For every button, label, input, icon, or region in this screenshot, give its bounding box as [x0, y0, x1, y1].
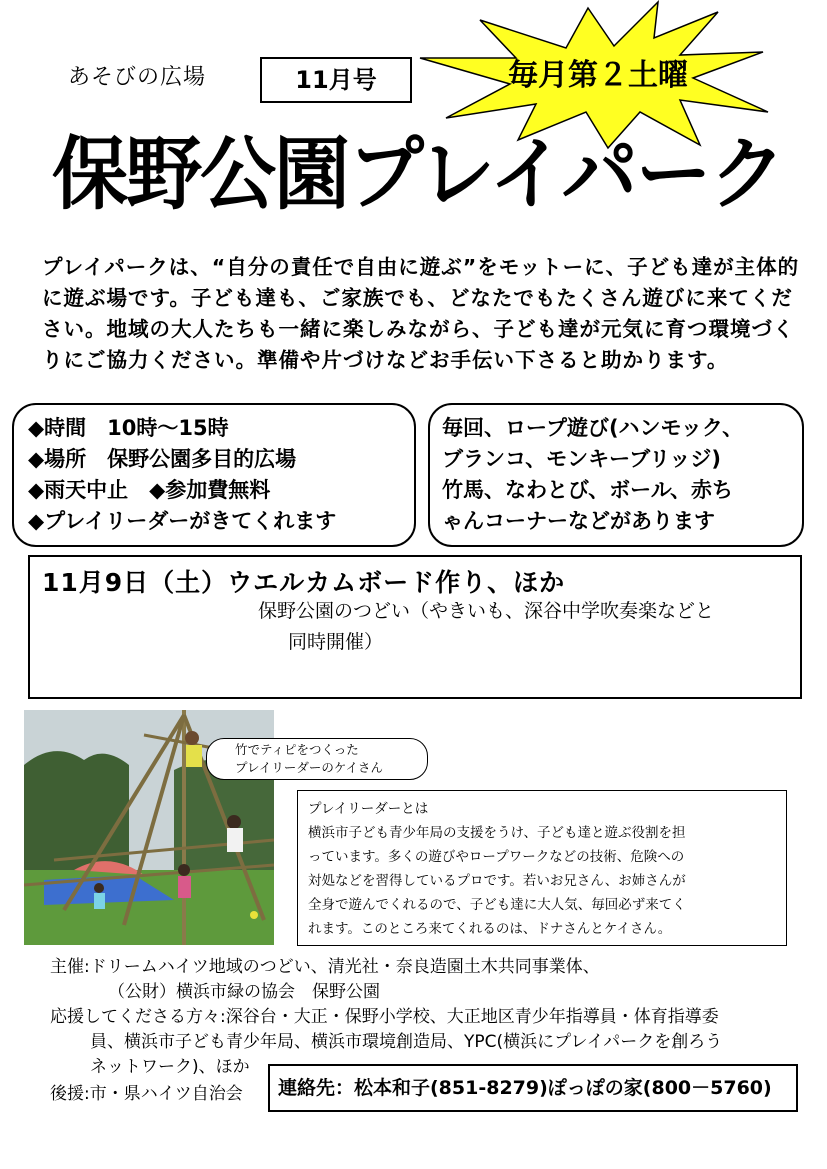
credits-host: 主催:ドリームハイツ地域のつどい、清光社・奈良造園土木共同事業体、 — [50, 957, 600, 977]
photo-caption-line: プレイリーダーのケイさん — [235, 760, 384, 775]
intro-paragraph — [42, 252, 802, 376]
activities-line: 竹馬、なわとび、ボール、赤ち — [442, 478, 734, 502]
intro-before: プレイパークは、“ — [42, 255, 227, 279]
credits-host-2: （公財）横浜市緑の協会 保野公園 — [108, 982, 380, 1002]
activities-line: ブランコ、モンキーブリッジ) — [442, 447, 722, 471]
credits-cooperation-2: 員、横浜市子ども青少年局、横浜市環境創造局、YPC(横浜にプレイパークを創ろう — [90, 1032, 723, 1052]
play-leader-line: 対処などを習得しているプロです。若いお兄さん、お姉さんが — [308, 873, 686, 889]
info-rain-fee: ◆雨天中止 ◆参加費無料 — [28, 478, 271, 502]
contact-box: 連絡先：松本和子(851-8279)ぽっぽの家(800－5760) — [268, 1064, 798, 1112]
intro-after: ”をモットーに、子ども達が主体的に遊ぶ場です。子ども達も、ご家族でも、どなたでもたくさん遊びに来てください。地域の大人たちも一緒に楽しみながら、子ども達が元気に育つ環境づくりにご協力ください。準備や片づけなどお手伝い下さると助かります。 — [42, 255, 800, 372]
intro-motto: 自分の責任で自由に遊ぶ — [226, 255, 463, 279]
play-leader-box — [297, 790, 787, 946]
photo-caption-line: 竹でティピをつくった — [235, 742, 359, 757]
play-leader-line: 横浜市子ども青少年局の支援をうけ、子ども達と遊ぶ役割を担 — [308, 825, 686, 841]
header-kicker: あそびの広場 — [68, 65, 207, 90]
play-leader-line: れます。このところ来てくれるのは、ドナさんとケイさん。 — [308, 921, 672, 937]
info-time: ◆時間 10時～15時 — [28, 416, 229, 440]
credits — [50, 955, 790, 1080]
event-headline: 11月9日（土）ウエルカムボード作り、ほか — [42, 568, 566, 597]
info-box-left — [12, 403, 416, 547]
info-leader: ◆プレイリーダーがきてくれます — [28, 509, 337, 533]
credits-cooperation-3: ネットワーク)、ほか — [90, 1057, 250, 1077]
info-place: ◆場所 保野公園多目的広場 — [28, 447, 297, 471]
play-leader-title: プレイリーダーとは — [308, 801, 429, 817]
event-detail-2: 同時開催） — [288, 631, 384, 653]
credits-support: 後援:市・県ハイツ自治会 — [50, 1084, 243, 1104]
issue-label: 11月号 — [260, 57, 412, 103]
event-box — [28, 555, 802, 699]
info-box-right — [428, 403, 804, 547]
page-title: 保野公園プレイパーク — [52, 126, 784, 221]
event-detail: 保野公園のつどい（やきいも、深谷中学吹奏楽などと — [258, 600, 715, 622]
activities-line: 毎回、ロープ遊び(ハンモック、 — [442, 416, 744, 440]
photo-caption-bubble — [206, 738, 428, 780]
star-label: 毎月第２土曜 — [508, 58, 688, 93]
play-leader-line: っています。多くの遊びやロープワークなどの技術、危険への — [308, 849, 685, 865]
credits-cooperation: 応援してくださる方々:深谷台・大正・保野小学校、大正地区青少年指導員・体育指導委 — [50, 1007, 719, 1027]
activities-line: ゃんコーナーなどがあります — [442, 509, 715, 533]
play-leader-line: 全身で遊んでくれるので、子ども達に大人気、毎回必ず来てく — [308, 897, 686, 913]
